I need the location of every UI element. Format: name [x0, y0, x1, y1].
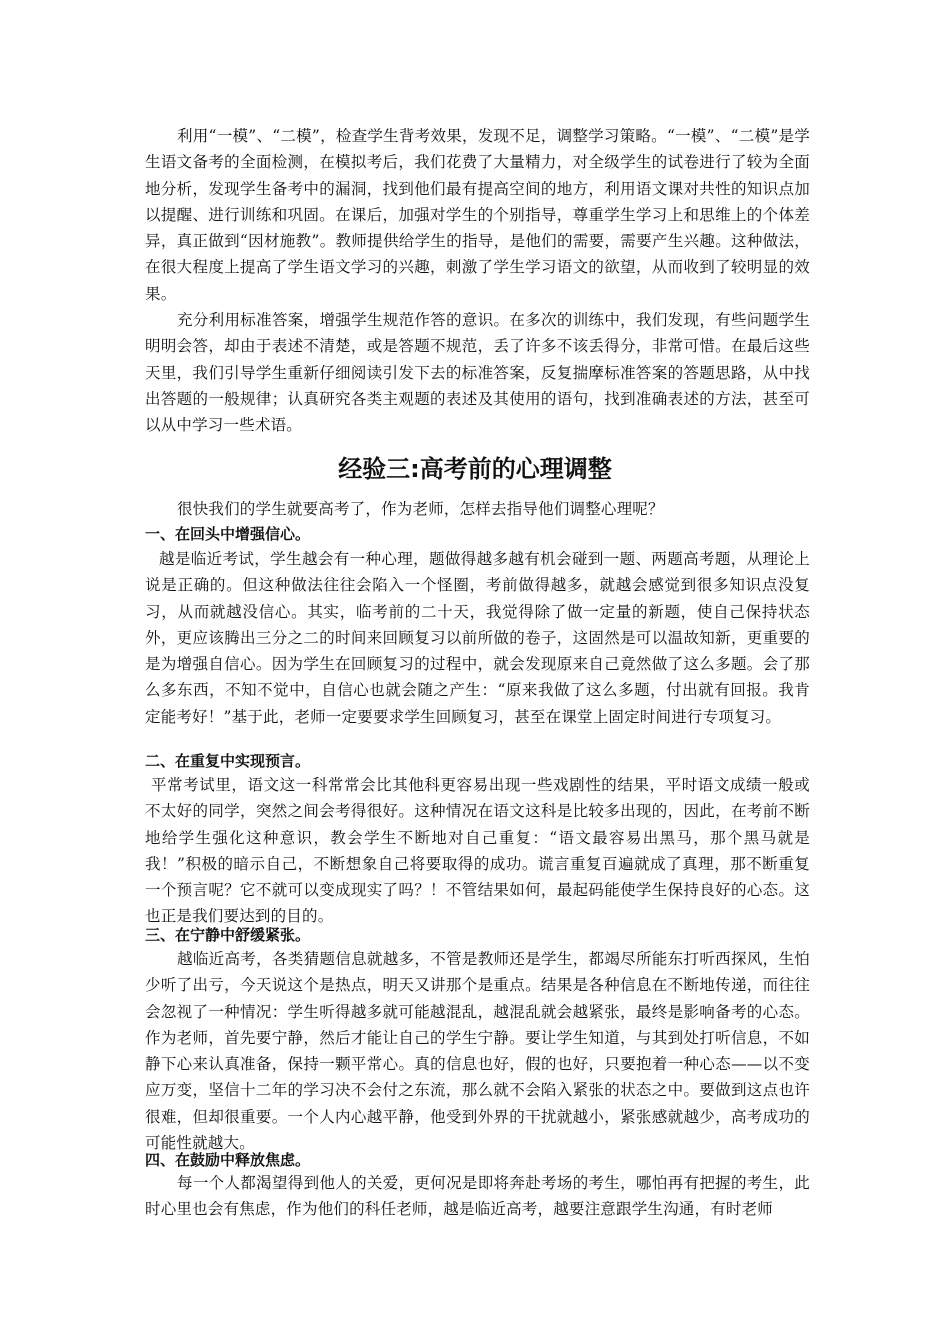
section-intro: 很快我们的学生就要高考了，作为老师，怎样去指导他们调整心理呢？ [177, 500, 664, 518]
section-title: 经验三:高考前的心理调整 [338, 455, 612, 483]
paragraph-encouragement: 每一个人都渴望得到他人的关爱，更何况是即将奔赴考场的考生，哪怕再有把握的考生，此时心里也会有焦虑，作为他们的科任老师，越是临近高考，越要注意跟学生沟通，有时老师 [145, 1174, 810, 1219]
subheading-prophecy: 二、在重复中实现预言。 [145, 752, 311, 770]
paragraph-standard-answers: 充分利用标准答案，增强学生规范作答的意识。在多次的训练中，我们发现，有些问题学生明明会答，却由于表述不清楚，或是答题不规范，丢了许多不该丢得分，非常可惜。在最后这些天里，我们引导学生重新仔细阅读引发下去的标准答案，反复揣摩标准答案的答题思路，从中找出答题的一般规律；认真研究各类主观题的表述及其使用的语句，找到准确表述的方法，甚至可以从中学习一些术语。 [145, 311, 810, 435]
paragraph-confidence: 越是临近考试，学生越会有一种心理，题做得越多越有机会碰到一题、两题高考题，从理论上说是正确的。但这种做法往往会陷入一个怪圈，考前做得越多，就越会感觉到很多知识点没复习，从而就越没信心。其实，临考前的二十天，我觉得除了做一定量的新题，使自己保持状态外，更应该腾出三分之二的时间来回顾复习以前所做的卷子，这固然是可以温故知新，更重要的是为增强自信心。因为学生在回顾复习的过程中，就会发现原来自己竟然做了这么多题。会了那么多东西，不知不觉中，自信心也就会随之产生：“原来我做了这么多题，付出就有回报。我肯定能考好！”基于此，老师一定要要求学生回顾复习，甚至在课堂上固定时间进行专项复习。 [145, 550, 810, 726]
subheading-confidence: 一、在回头中增强信心。 [145, 525, 311, 543]
subheading-calm: 三、在宁静中舒缓紧张。 [145, 926, 311, 944]
paragraph-mock-exam: 利用“一模”、“二模”，检查学生背考效果，发现不足，调整学习策略。“一模”、“二模”是学生语文备考的全面检测，在模拟考后，我们花费了大量精力，对全级学生的试卷进行了较为全面地分析，发现学生备考中的漏洞，找到他们最有提高空间的地方，利用语文课对共性的知识点加以提醒、进行训练和巩固。在课后，加强对学生的个别指导，尊重学生学习上和思维上的个体差异，真正做到“因材施教”。教师提供给学生的指导，是他们的需要，需要产生兴趣。这种做法，在很大程度上提高了学生语文学习的兴趣，刺激了学生学习语文的欲望，从而收到了较明显的效果。 [145, 127, 810, 303]
subheading-encouragement: 四、在鼓励中释放焦虑。 [145, 1151, 311, 1169]
paragraph-prophecy: 平常考试里，语文这一科常常会比其他科更容易出现一些戏剧性的结果，平时语文成绩一般或不太好的同学，突然之间会考得很好。这种情况在语文这科是比较多出现的，因此，在考前不断地给学生强化这种意识，教会学生不断地对自己重复：“语文最容易出黑马，那个黑马就是我！”积极的暗示自己，不断想象自己将要取得的成功。谎言重复百遍就成了真理，那不断重复一个预言呢？它不就可以变成现实了吗？！不管结果如何，最起码能使学生保持良好的心态。这也正是我们要达到的目的。 [145, 776, 810, 926]
paragraph-calm: 越临近高考，各类猜题信息就越多，不管是教师还是学生，都竭尽所能东打听西探风，生怕少听了出亏，今天说这个是热点，明天又讲那个是重点。结果是各种信息在不断地传递，而往往会忽视了一种情况：学生听得越多就可能越混乱，越混乱就会越紧张，最终是影响备考的心态。作为老师，首先要宁静，然后才能让自己的学生宁静。要让学生知道，与其到处打听信息，不如静下心来认真准备，保持一颗平常心。真的信息也好，假的也好，只要抱着一种心态——以不变应万变，坚信十二年的学习决不会付之东流，那么就不会陷入紧张的状态之中。要做到这点也许很难，但却很重要。一个人内心越平静，他受到外界的干扰就越小，紧张感就越少，高考成功的可能性就越大。 [145, 950, 810, 1153]
